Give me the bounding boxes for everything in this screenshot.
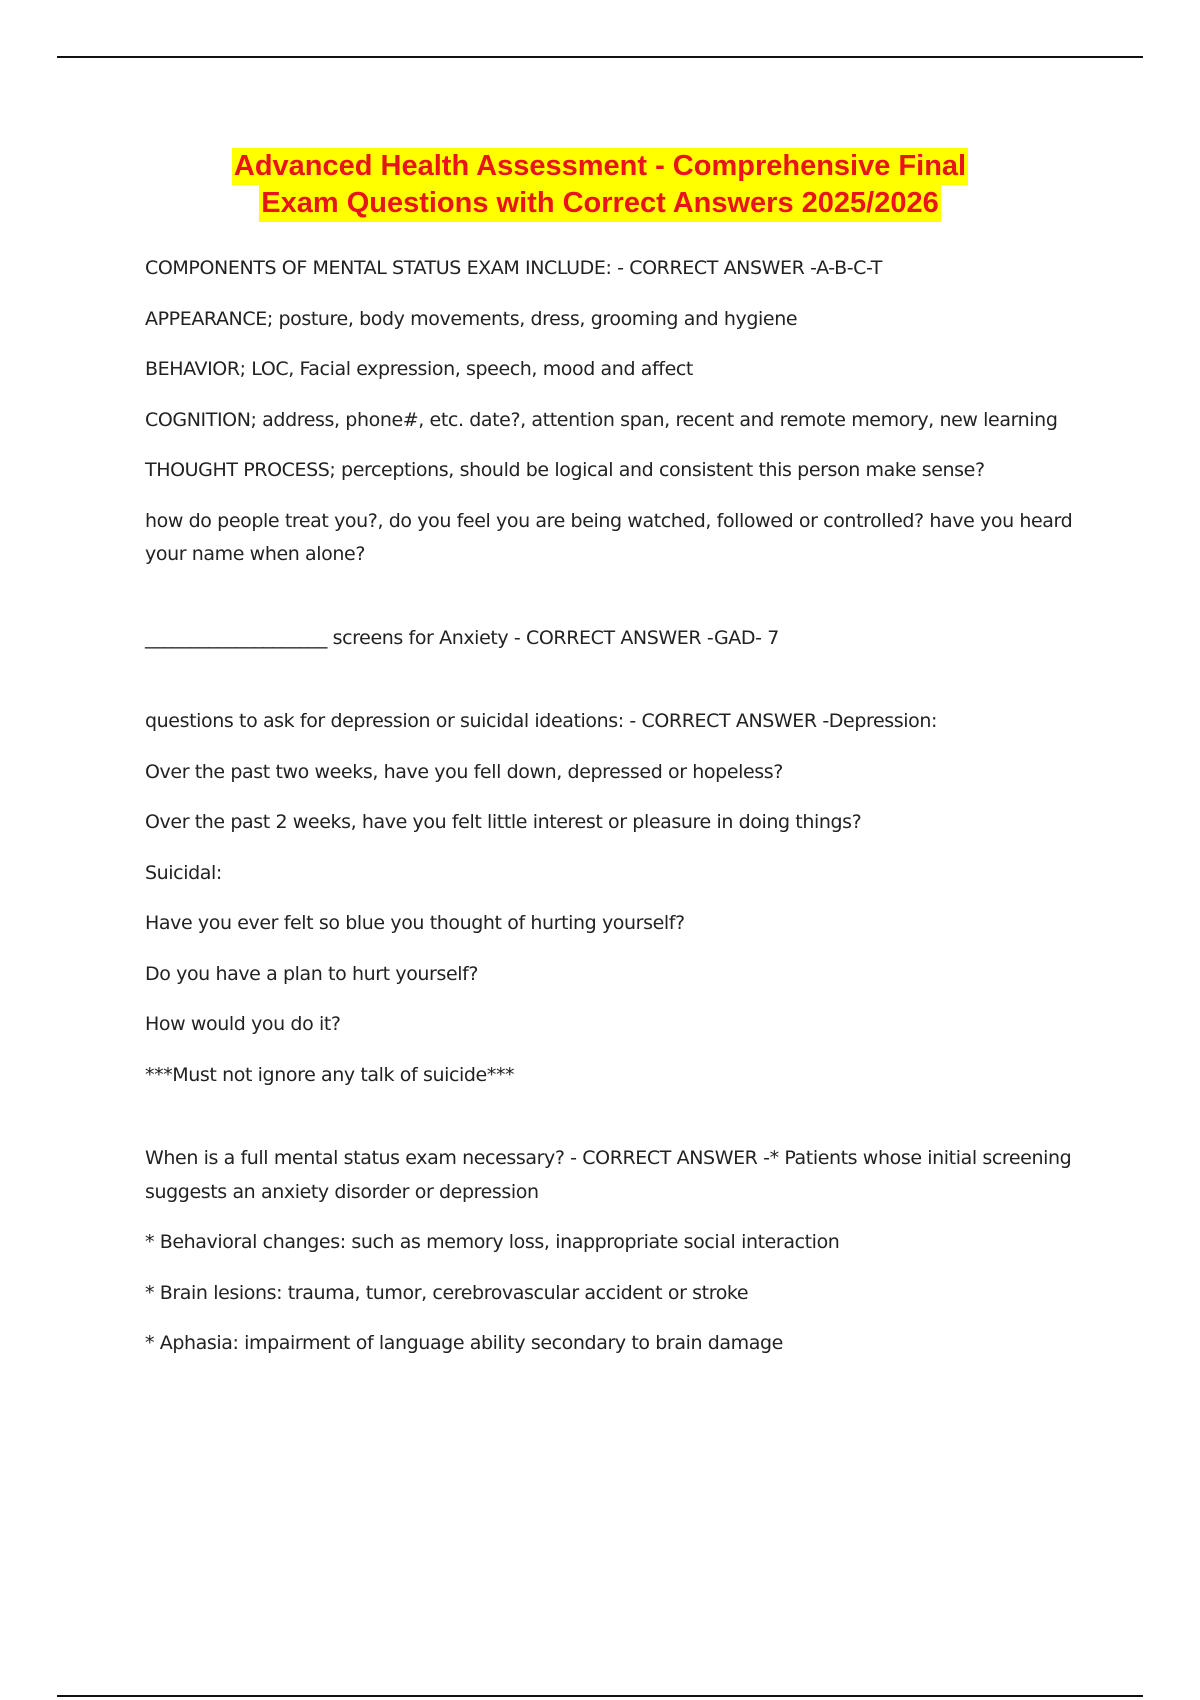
paragraph-full-mse: When is a full mental status exam necessary? - CORRECT ANSWER -* Patients whose initial screening suggests an anxiety disorder or depression [145,1147,1072,1203]
document-title [0,148,1200,222]
paragraph-depression-q2: Over the past 2 weeks, have you felt little interest or pleasure in doing things? [145,811,862,833]
paragraph-aphasia: * Aphasia: impairment of language ability secondary to brain damage [145,1332,783,1354]
paragraph-suicidal-q3: How would you do it? [145,1013,341,1035]
paragraph-suicidal-q1: Have you ever felt so blue you thought of hurting yourself? [145,912,685,934]
paragraph-suicidal-heading: Suicidal: [145,861,222,884]
document-body [145,252,1085,1378]
paragraph-mse-components: COMPONENTS OF MENTAL STATUS EXAM INCLUDE: - CORRECT ANSWER -A-B-C-T [145,257,882,279]
header-rule [57,56,1143,58]
paragraph-behavior: BEHAVIOR; LOC, Facial expression, speech, mood and affect [145,358,693,380]
paragraph-depression-questions: questions to ask for depression or suicidal ideations: - CORRECT ANSWER -Depression: [145,710,938,732]
title-line-1: Advanced Health Assessment - Comprehensive Final [232,148,968,185]
footer-rule [57,1695,1143,1697]
paragraph-brain-lesions: * Brain lesions: trauma, tumor, cerebrovascular accident or stroke [145,1281,749,1304]
paragraph-behavioral-changes: * Behavioral changes: such as memory loss, inappropriate social interaction [145,1231,840,1253]
title-line-2: Exam Questions with Correct Answers 2025/2026 [259,185,941,222]
paragraph-suicidal-q2: Do you have a plan to hurt yourself? [145,962,479,985]
paragraph-anxiety-screen: ____________________ screens for Anxiety - CORRECT ANSWER -GAD- 7 [145,626,779,649]
paragraph-suicide-warning: ***Must not ignore any talk of suicide*** [145,1063,515,1086]
paragraph-cognition: COGNITION; address, phone#, etc. date?, attention span, recent and remote memory, new learning [145,408,1058,431]
paragraph-thought-process: THOUGHT PROCESS; perceptions, should be logical and consistent this person make sense? [145,459,985,481]
paragraph-appearance: APPEARANCE; posture, body movements, dress, grooming and hygiene [145,307,798,330]
paragraph-perception-questions: how do people treat you?, do you feel you are being watched, followed or controlled? have you heard your name when alone? [145,509,1073,565]
paragraph-depression-q1: Over the past two weeks, have you fell down, depressed or hopeless? [145,760,783,783]
